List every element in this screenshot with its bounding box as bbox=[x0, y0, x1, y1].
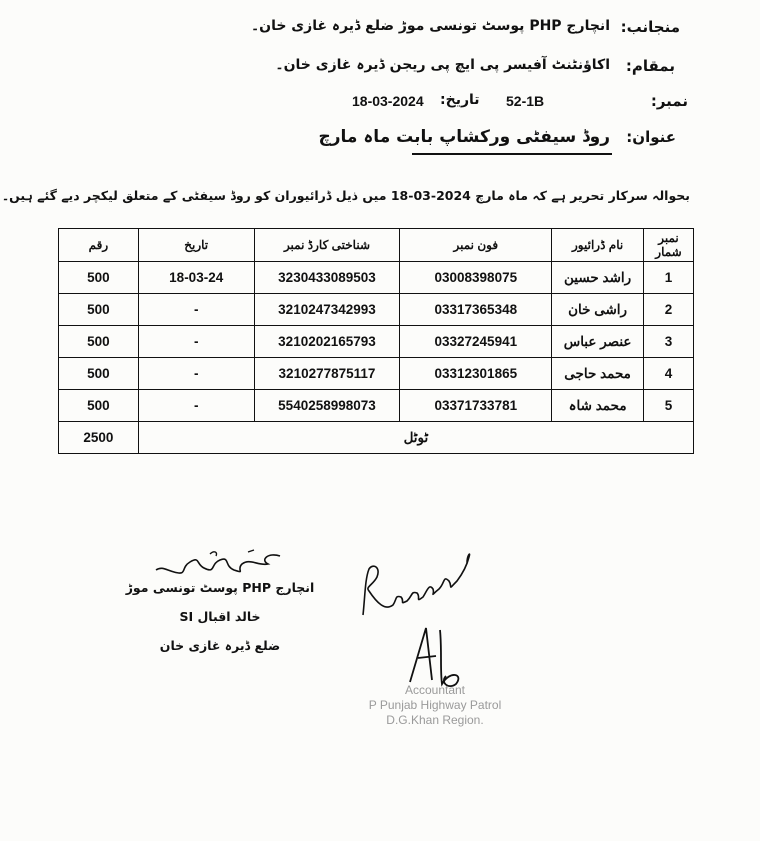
table-row bbox=[59, 390, 694, 422]
stamp-line-3: D.G.Khan Region. bbox=[386, 713, 484, 727]
subject-text: روڈ سیفٹی ورکشاپ بابت ماہ مارچ bbox=[318, 127, 610, 147]
cell-driver: راشد حسین bbox=[552, 262, 644, 294]
header-cnic: شناختی کارڈ نمبر bbox=[254, 229, 400, 262]
cell-driver: محمد شاہ bbox=[552, 390, 644, 422]
stamp-line-2: P Punjab Highway Patrol bbox=[368, 698, 502, 712]
table-total-row bbox=[59, 422, 694, 454]
date-value: 18-03-2024 bbox=[352, 93, 424, 109]
cell-phone: 03371733781 bbox=[400, 390, 552, 422]
cell-serial: 3 bbox=[644, 326, 694, 358]
from-text: انچارج PHP پوسٹ تونسی موڑ ضلع ڈیرہ غازی خان۔ bbox=[250, 18, 610, 34]
cell-serial: 4 bbox=[644, 358, 694, 390]
header-serial: نمبر شمار bbox=[644, 229, 694, 262]
signature-line-2: خالد اقبال SI bbox=[179, 609, 261, 624]
cell-date: - bbox=[138, 294, 254, 326]
total-label: ٹوٹل bbox=[138, 422, 693, 454]
table-row bbox=[59, 262, 694, 294]
cell-amount: 500 bbox=[59, 326, 139, 358]
cell-date: - bbox=[138, 326, 254, 358]
signature-line-3: ضلع ڈیرہ غازی خان bbox=[159, 638, 281, 653]
table-row bbox=[59, 358, 694, 390]
table-row bbox=[59, 294, 694, 326]
cell-cnic: 3210247342993 bbox=[254, 294, 400, 326]
cell-amount: 500 bbox=[59, 390, 139, 422]
cell-driver: عنصر عباس bbox=[552, 326, 644, 358]
total-value: 2500 bbox=[59, 422, 139, 454]
to-label: بمقام: bbox=[625, 57, 675, 75]
header-date: تاریخ bbox=[138, 229, 254, 262]
subject-underline bbox=[412, 153, 612, 155]
intro-text: بحوالہ سرکار تحریر ہے کہ ماہ مارچ 2024-03-18 میں ذیل ڈرائیوران کو روڈ سیفٹی کے متعلق لیکچر دیے گئے ہیں۔ bbox=[1, 188, 690, 203]
cell-phone: 03008398075 bbox=[400, 262, 552, 294]
cell-serial: 5 bbox=[644, 390, 694, 422]
cell-date: 18-03-24 bbox=[138, 262, 254, 294]
received-stamp bbox=[335, 683, 535, 728]
to-text: اکاؤنٹنٹ آفیسر پی ایچ پی ریجن ڈیرہ غازی خان۔ bbox=[275, 57, 610, 73]
cell-driver: راشی خان bbox=[552, 294, 644, 326]
cell-phone: 03312301865 bbox=[400, 358, 552, 390]
cell-serial: 1 bbox=[644, 262, 694, 294]
date-label: تاریخ: bbox=[440, 92, 480, 108]
table-header-row bbox=[59, 229, 694, 262]
cell-date: - bbox=[138, 390, 254, 422]
signature-line-1: انچارج PHP پوسٹ تونسی موڑ bbox=[125, 580, 315, 595]
cell-cnic: 5540258998073 bbox=[254, 390, 400, 422]
cell-phone: 03327245941 bbox=[400, 326, 552, 358]
accountant-signature bbox=[400, 622, 470, 692]
received-handwriting bbox=[355, 545, 485, 625]
cell-cnic: 3210202165793 bbox=[254, 326, 400, 358]
stamp-line-1: Accountant bbox=[404, 683, 466, 697]
number-value: 52-1B bbox=[506, 93, 545, 109]
cell-driver: محمد حاجی bbox=[552, 358, 644, 390]
cell-phone: 03317365348 bbox=[400, 294, 552, 326]
header-driver: نام ڈرائیور bbox=[552, 229, 644, 262]
cell-amount: 500 bbox=[59, 294, 139, 326]
subject-label: عنوان: bbox=[626, 128, 676, 146]
cell-amount: 500 bbox=[59, 262, 139, 294]
number-label: نمبر: bbox=[650, 92, 688, 110]
cell-serial: 2 bbox=[644, 294, 694, 326]
from-label: منجانب: bbox=[620, 18, 680, 36]
left-signature-block bbox=[120, 548, 320, 667]
cell-cnic: 3230433089503 bbox=[254, 262, 400, 294]
cell-cnic: 3210277875117 bbox=[254, 358, 400, 390]
table-row bbox=[59, 326, 694, 358]
drivers-table bbox=[58, 228, 694, 454]
header-phone: فون نمبر bbox=[400, 229, 552, 262]
cell-amount: 500 bbox=[59, 358, 139, 390]
cell-date: - bbox=[138, 358, 254, 390]
header-amount: رقم bbox=[59, 229, 139, 262]
